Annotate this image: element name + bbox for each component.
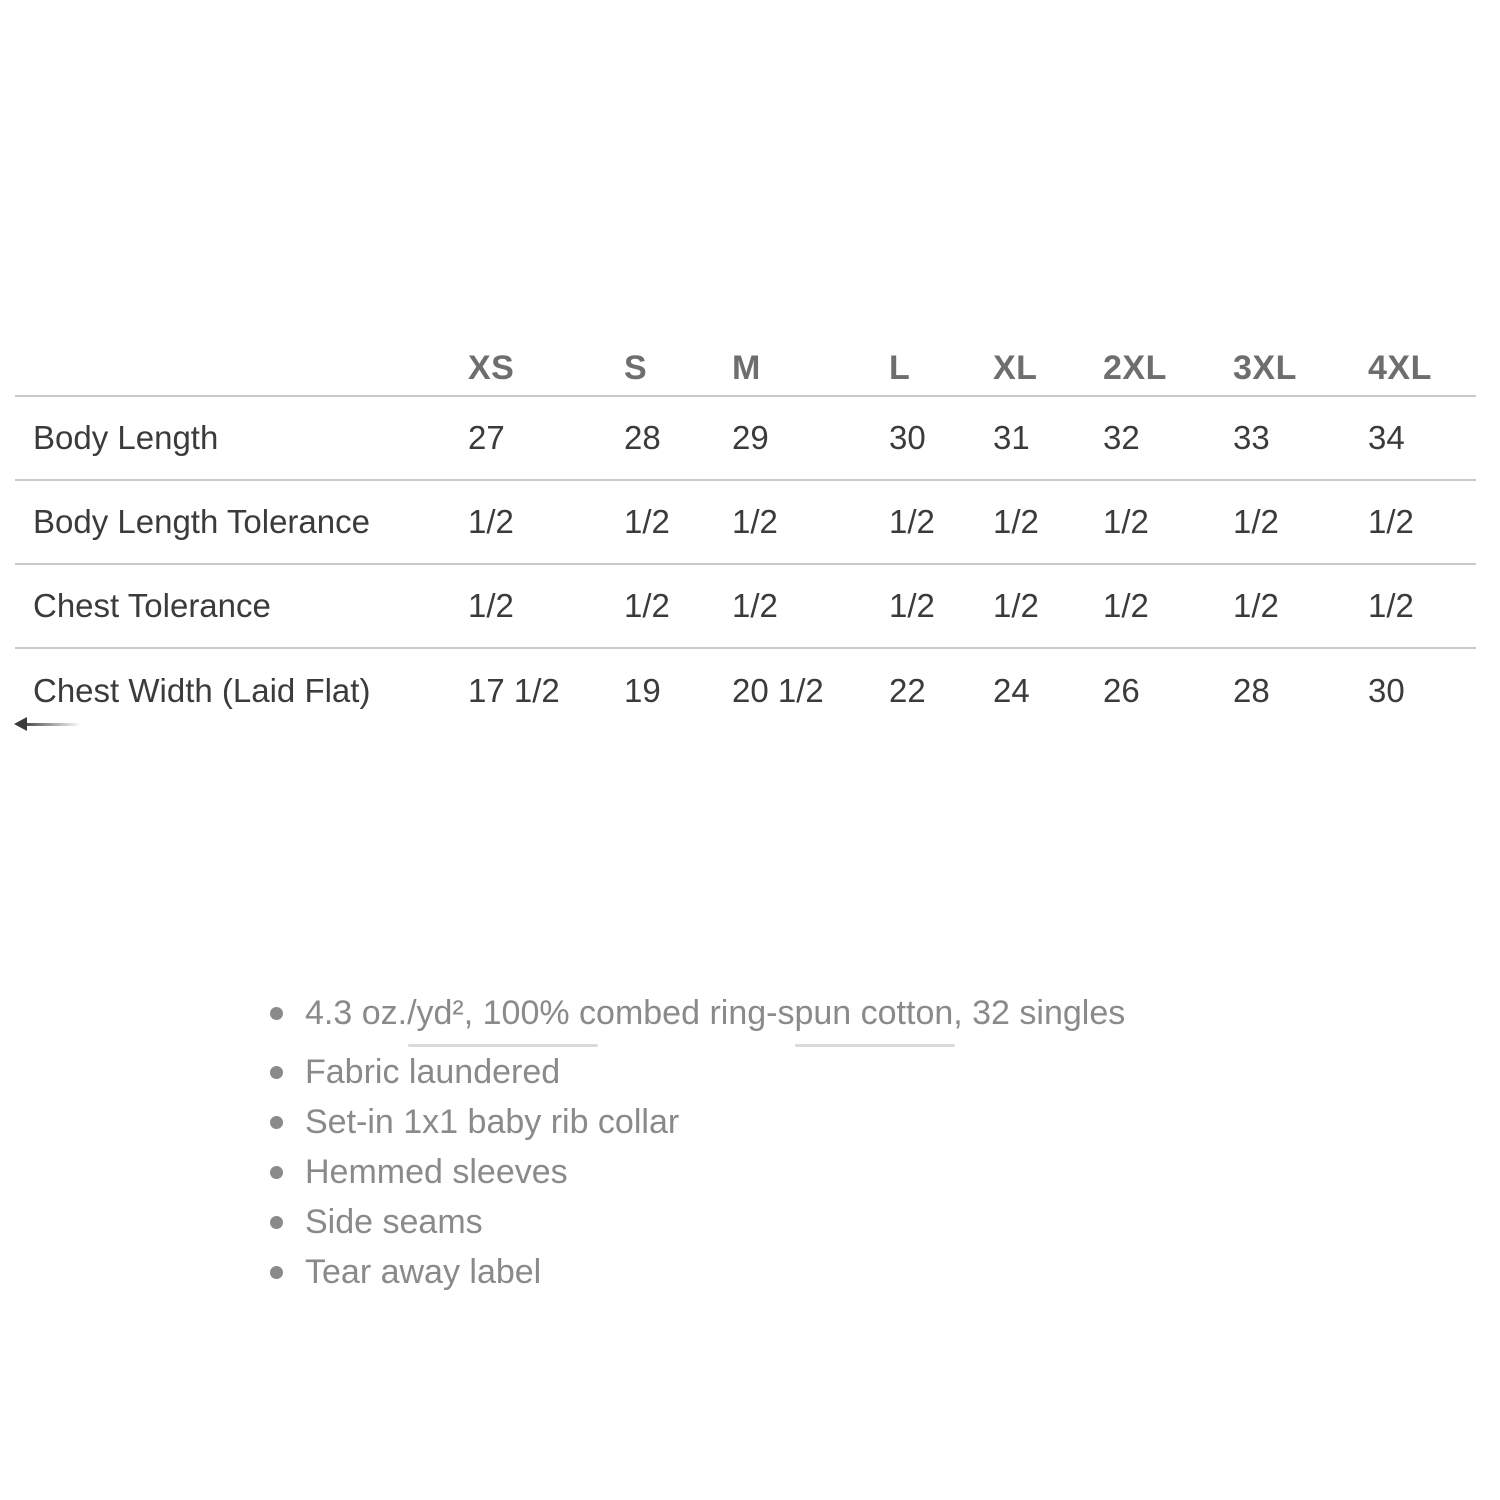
table-row-chest-width: [15, 649, 1476, 733]
table-cell: 30: [889, 419, 926, 456]
list-item: [270, 1147, 1125, 1197]
table-row-body-length: [15, 397, 1476, 481]
list-item: [270, 1197, 1125, 1247]
table-cell: 1/2: [1368, 503, 1414, 540]
table-cell: 31: [993, 419, 1030, 456]
bullet-icon: [270, 1116, 283, 1129]
table-cell: 1/2: [732, 587, 778, 624]
table-cell: 28: [1233, 672, 1270, 709]
table-row-body-length-tolerance: [15, 481, 1476, 565]
table-cell: 1/2: [889, 587, 935, 624]
table-cell: 34: [1368, 419, 1405, 456]
table-cell: 1/2: [624, 503, 670, 540]
column-header-s: S: [624, 348, 648, 387]
table-cell: 1/2: [468, 503, 514, 540]
column-header-xl: XL: [993, 348, 1038, 387]
feature-text: Hemmed sleeves: [305, 1152, 568, 1191]
column-header-m: M: [732, 348, 761, 387]
table-cell: 17 1/2: [468, 672, 560, 709]
row-label: Chest Tolerance: [33, 587, 271, 624]
table-cell: 1/2: [732, 503, 778, 540]
table-row-chest-tolerance: [15, 565, 1476, 649]
feature-text: Tear away label: [305, 1252, 542, 1291]
bullet-icon: [270, 1066, 283, 1079]
table-cell: 1/2: [624, 587, 670, 624]
table-cell: 29: [732, 419, 769, 456]
table-cell: 32: [1103, 419, 1140, 456]
product-features-list: [270, 988, 1125, 1297]
table-cell: 1/2: [468, 587, 514, 624]
list-item: [270, 1047, 1125, 1097]
cursor-artifact: [14, 716, 84, 732]
table-cell: 1/2: [1368, 587, 1414, 624]
column-header-4xl: 4XL: [1368, 348, 1432, 387]
bullet-icon: [270, 1166, 283, 1179]
row-label: Body Length: [33, 419, 219, 456]
bullet-icon: [270, 1216, 283, 1229]
table-cell: 20 1/2: [732, 672, 824, 709]
table-cell: 27: [468, 419, 505, 456]
bullet-icon: [270, 1007, 283, 1020]
feature-text: 4.3 oz./yd², 100% combed ring-spun cotton, 32 singles: [305, 993, 1126, 1032]
list-item: [270, 1097, 1125, 1147]
bullet-icon: [270, 1266, 283, 1279]
table-cell: 24: [993, 672, 1030, 709]
row-label: Chest Width (Laid Flat): [33, 672, 371, 709]
table-cell: 33: [1233, 419, 1270, 456]
table-cell: 1/2: [1233, 587, 1279, 624]
table-cell: 28: [624, 419, 661, 456]
table-cell: 1/2: [993, 503, 1039, 540]
table-cell: 1/2: [1103, 587, 1149, 624]
column-header-2xl: 2XL: [1103, 348, 1167, 387]
table-cell: 19: [624, 672, 661, 709]
table-cell: 1/2: [993, 587, 1039, 624]
feature-text: Set-in 1x1 baby rib collar: [305, 1102, 680, 1141]
size-chart-table: [15, 341, 1476, 733]
column-header-l: L: [889, 348, 911, 387]
size-chart-header-row: [15, 341, 1476, 397]
table-cell: 1/2: [1103, 503, 1149, 540]
feature-text: Fabric laundered: [305, 1052, 561, 1091]
table-cell: 30: [1368, 672, 1405, 709]
row-label: Body Length Tolerance: [33, 503, 370, 540]
column-header-xs: XS: [468, 348, 515, 387]
column-header-3xl: 3XL: [1233, 348, 1297, 387]
table-cell: 22: [889, 672, 926, 709]
feature-text: Side seams: [305, 1202, 483, 1241]
table-cell: 1/2: [889, 503, 935, 540]
table-cell: 26: [1103, 672, 1140, 709]
table-cell: 1/2: [1233, 503, 1279, 540]
list-item: [270, 988, 1125, 1038]
list-item: [270, 1247, 1125, 1297]
